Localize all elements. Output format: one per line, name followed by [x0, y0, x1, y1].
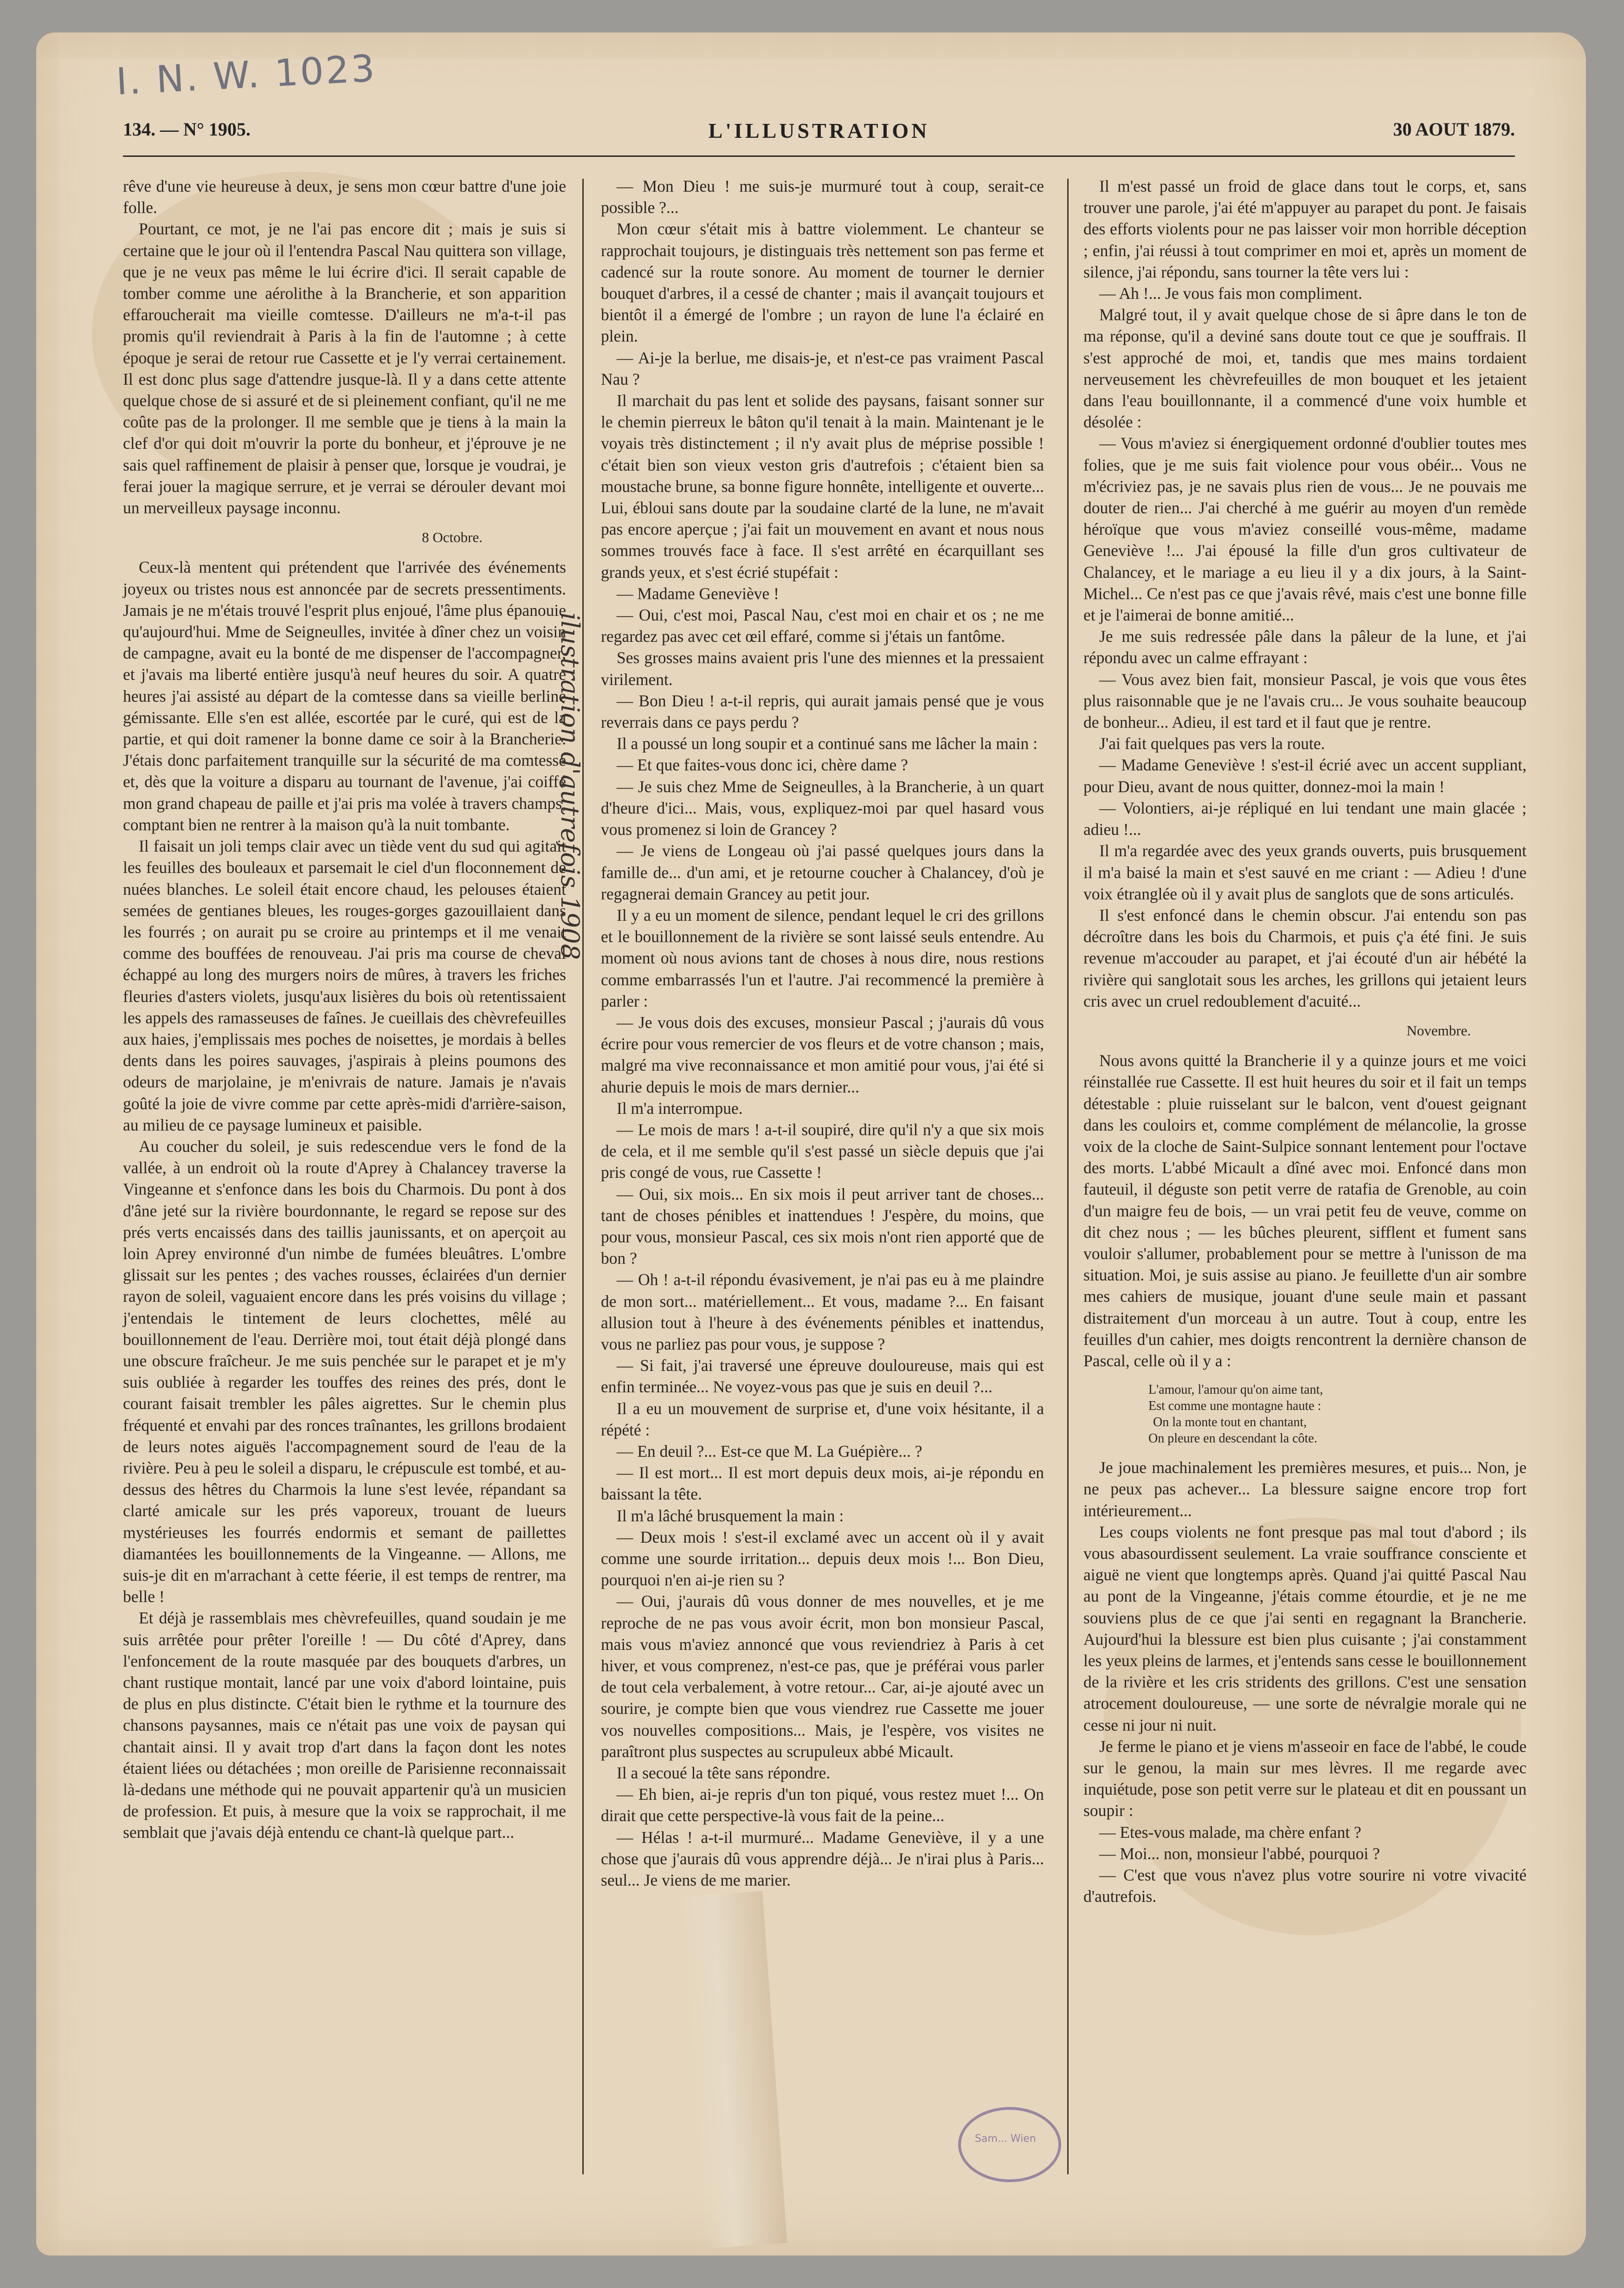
paragraph: — Je vous dois des excuses, monsieur Pascal ; j'aurais dû vous écrire pour vous remercier de vos fleurs et de votre chanson ; mais, malgré ma vive reconnaissance et mon amitié pour vous, j'ai été si ahurie depuis le mois de mars dernier... [601, 1013, 1044, 1096]
column-1 [123, 175, 566, 1843]
paragraph: rêve d'une vie heureuse à deux, je sens mon cœur battre d'une joie folle. [123, 177, 566, 217]
paragraph: — Hélas ! a-t-il murmuré... Madame Geneviève, il y a une chose que j'aurais dû vous apprendre déjà... Je n'irai plus à Paris... seul... Je viens de me marier. [601, 1828, 1044, 1890]
paragraph: Il marchait du pas lent et solide des paysans, faisant sonner sur le chemin pierreux le bâton qu'il tenait à la main. Maintenant je le voyais très distinctement ; il n'y avait plus de méprise possible ! c'était bien son vieux veston gris d'autrefois ; c'étaient bien sa moustache brune, sa bonne figure honnête, intelligente et ouverte... Lui, ébloui sans doute par la soudaine clarté de la lune, ne m'avait pas encore aperçue ; j'ai fait un mouvement en avant et nous nous sommes trouvés face à face. Il s'est arrêté en écarquillant ses grands yeux, et s'est écrié stupéfait : [601, 391, 1044, 582]
paragraph: — En deuil ?... Est-ce que M. La Guépière... ? [617, 1441, 922, 1461]
handwritten-text: ilustration d'autrefois 1908 [555, 613, 585, 960]
paragraph: — Madame Geneviève ! s'est-il écrié avec un accent suppliant, pour Dieu, avant de nous quitter, donnez-moi la main ! [1083, 756, 1527, 796]
paragraph: — Oui, j'aurais dû vous donner de mes nouvelles, et je me reproche de ne pas vous avoir écrit, mon bon monsieur Pascal, mais vous m'aviez annoncé que vous reviendriez à Paris à cet hiver, et vous comprenez, n'est-ce pas, que je préférai vous parler de tout cela verbalement, à votre retour... Car, ai-je ajouté avec un sourire, je compte bien que vous viendrez rue Cassette me jouer vos nouvelles compositions... Mais, je l'espère, vos visites ne paraîtront plus suspectes au scrupuleux abbé Micault. [601, 1592, 1044, 1761]
paragraph: — Vous m'aviez si énergiquement ordonné d'oublier toutes mes folies, que je me suis fait violence pour vous obéir... Vous ne m'écriviez pas, je ne savais plus rien de vous... Je ne pouvais me douter de rien... J'ai cherché à me guérir au moyen d'un remède héroïque que vous m'aviez conseillé vous-même, madame Geneviève !... J'ai épousé la fille d'un gros cultivateur de Chalancey, et le mariage a eu lieu il y a dix jours, à la Saint-Michel... Ce n'est pas ce que j'avais rêvé, mais c'est une bonne fille et je l'aimerai de bonne amitié... [1083, 434, 1527, 625]
section-date: Novembre. [1406, 1022, 1471, 1039]
column-rule [1067, 179, 1069, 2174]
poem [1148, 1382, 1527, 1447]
paragraph: — Je suis chez Mme de Seigneulles, à la Brancherie, à un quart d'heure d'ici... Mais, vous, expliquez-moi par quel hasard vous vous promenez si loin de Grancey ? [601, 777, 1044, 839]
paragraph: Il a secoué la tête sans répondre. [617, 1764, 831, 1783]
paragraph: — Bon Dieu ! a-t-il repris, qui aurait jamais pensé que je vous reverrais dans ce pays perdu ? [601, 691, 1044, 732]
library-stamp [958, 2107, 1061, 2182]
paragraph: Il s'est enfoncé dans le chemin obscur. J'ai entendu son pas décroître dans les bois du Charmois, et puis ç'a été fini. Je suis revenue m'accouder au parapet, et j'ai écouté d'un air hébété la rivière qui sanglotait sous les arches, les grillons qui jetaient leurs cris avec un cruel redoublement d'acuité... [1083, 905, 1527, 1010]
handwritten-annotation [557, 613, 589, 1309]
paragraph: — Je viens de Longeau où j'ai passé quelques jours dans la famille de... d'un ami, et je retourne coucher à Chalancey, d'où je regagnerai demain Grancey au petit jour. [601, 841, 1044, 903]
paragraph: Ceux-là mentent qui prétendent que l'arrivée des événements joyeux ou tristes nous est annoncée par de secrets pressentiments. Jamais je ne m'étais trouvé l'esprit plus enjoué, l'âme plus épanouie qu'aujourd'hui. Mme de Seigneulles, invitée à dîner chez un voisin de campagne, avait eu la bonté de me dispenser de l'accompagner, et j'avais ma liberté entière jusqu'à neuf heures du soir. A quatre heures j'ai assisté au départ de la comtesse dans sa vieille berline gémissante. Elle s'en est allée, escortée par le curé, qui est de la partie, et qui doit ramener la bonne dame ce soir à la Brancherie. J'étais donc parfaitement tranquille sur la sécurité de ma comtesse et, dès que la voiture a disparu au tournant de l'avenue, j'ai coiffé mon grand chapeau de paille et j'ai pris ma volée à travers champs, comptant bien ne rentrer à la maison qu'à la nuit tombante. [123, 558, 566, 834]
paragraph: Il a poussé un long soupir et a continué sans me lâcher la main : [617, 734, 1038, 753]
paragraph: Les coups violents ne font presque pas mal tout d'abord ; ils vous abasourdissent seulement. La vraie souffrance consciente et aiguë ne vient que longtemps après. Quand j'ai quitté Pascal Nau au pont de la Vingeanne, j'étais comme étourdie, et je ne me souviens plus de ce que j'ai senti en regagnant la Brancherie. Aujourd'hui la blessure est bien plus cuisante ; j'ai constamment les yeux pleins de larmes, et j'entends sans cesse le bouillonnement de la rivière et les cris stridents des grillons. C'est une sensation atrocement douloureuse, — une sorte de névralgie morale qui ne cesse ni jour ni nuit. [1083, 1522, 1527, 1734]
paragraph: — Mon Dieu ! me suis-je murmuré tout à coup, serait-ce possible ?... [601, 177, 1044, 217]
paragraph: — Etes-vous malade, ma chère enfant ? [1099, 1823, 1361, 1842]
paragraph: Je joue machinalement les premières mesures, et puis... Non, je ne peux pas achever... La blessure saigne encore trop fort intérieurement... [1083, 1458, 1527, 1520]
paragraph: — Le mois de mars ! a-t-il soupiré, dire qu'il n'y a que six mois de cela, et il me semble qu'il s'est passé un siècle depuis que j'ai pris congé de vous, rue Cassette ! [601, 1120, 1044, 1182]
paragraph: Je me suis redressée pâle dans la pâleur de la lune, et j'ai répondu avec un calme effrayant : [1083, 627, 1527, 667]
paragraph: — Volontiers, ai-je répliqué en lui tendant une main glacée ; adieu !... [1083, 798, 1527, 839]
paragraph: — Moi... non, monsieur l'abbé, pourquoi ? [1099, 1844, 1380, 1863]
inventory-mark: I. N. W. 1023 [115, 46, 378, 103]
paragraph: J'ai fait quelques pas vers la route. [1099, 734, 1325, 753]
section-date: 8 Octobre. [422, 529, 483, 546]
paragraph: Nous avons quitté la Brancherie il y a quinze jours et me voici réinstallée rue Cassette. Il est huit heures du soir et il fait un temps détestable : pluie ruisselant sur le balcon, vent d'ouest geignant dans les couloirs et, comme complément de mélancolie, la grosse voix de la cloche de Saint-Sulpice sonnant lentement pour l'octave des morts. L'abbé Micault a dîné avec moi. Enfoncé dans mon fauteuil, il déguste son petit verre de ratafia de Grenoble, au coin d'un maigre feu de bois, — un vrai petit feu de veuve, comme on dit chez nous ; — les bûches pleurent, sifflent et fument sans vouloir s'allumer, probablement pour se mettre à l'unisson de ma situation. Moi, je suis assise au piano. Je feuillette d'un air sombre mes cahiers de musique, jouant d'une seule main et passant distraitement d'un morceau à un autre. Tout à coup, entre les feuilles d'un cahier, mes doigts rencontrent la dernière chanson de Pascal, celle où il y a : [1083, 1051, 1527, 1370]
poem-line: On pleure en descendant la côte. [1148, 1431, 1317, 1446]
paragraph: — Vous avez bien fait, monsieur Pascal, je vois que vous êtes plus raisonnable que je ne l'avais cru... Je vous souhaite beaucoup de bonheur... Adieu, il est tard et il faut que je rentre. [1083, 670, 1527, 732]
poem-line: On la monte tout en chantant, [1153, 1415, 1307, 1430]
paragraph: — Il est mort... Il est mort depuis deux mois, ai-je répondu en baissant la tête. [601, 1463, 1044, 1504]
poem-line: Est comme une montagne haute : [1148, 1399, 1321, 1414]
paragraph: — C'est que vous n'avez plus votre sourire ni votre vivacité d'autrefois. [1083, 1866, 1527, 1906]
paragraph: — Oui, six mois... En six mois il peut arriver tant de choses... tant de choses pénibles et inattendues ! J'espère, du moins, que pour vous, monsieur Pascal, ces six mois n'ont rien apporté que de bon ? [601, 1184, 1044, 1268]
paragraph: Pourtant, ce mot, je ne l'ai pas encore dit ; mais je suis si certaine que le jour où il l'entendra Pascal Nau quittera son village, que je ne veux pas même le lui écrire d'ici. Il serait capable de tomber comme une aérolithe à la Brancherie, et son apparition effaroucherait ma vieille comtesse. D'ailleurs ne m'a-t-il pas promis qu'il reviendrait à Paris à la fin de l'automne ; à cette époque je serai de retour rue Cassette et je l'y verrai certainement. Il est donc plus sage d'attendre jusque-là. Il y a dans cette attente quelque chose de si assuré et de si pleinement confiant, qu'il ne me coûte pas de la prolonger. Il me semble que je tiens à la main la clef d'or qui doit m'ouvrir la porte du bonheur, et j'éprouve je ne sais quel raffinement de plaisir à penser que, lorsque je voudrai, je ferai jouer la magique serrure, et je verrai se dérouler devant moi un merveilleux paysage inconnu. [123, 220, 566, 517]
page-header [123, 118, 1515, 157]
column-2 [601, 175, 1044, 1891]
paragraph: — Madame Geneviève ! [617, 584, 779, 603]
paragraph: — Deux mois ! s'est-il exclamé avec un accent où il y avait comme une sourde irritation... depuis deux mois !... Bon Dieu, pourquoi n'en ai-je rien su ? [601, 1527, 1044, 1590]
paragraph: Il y a eu un moment de silence, pendant lequel le cri des grillons et le bouillonnement de la rivière se sont laissé seuls entendre. Au moment où nous avions tant de choses à nous dire, nous restions comme embarrassés l'un et l'autre. J'ai recommencé la première à parler : [601, 905, 1044, 1010]
paragraph: — Et que faites-vous donc ici, chère dame ? [617, 756, 908, 775]
issue-date: 30 AOUT 1879. [1393, 119, 1515, 140]
page-number: 134. — N° 1905. [123, 119, 251, 140]
poem-line: L'amour, l'amour qu'on aime tant, [1148, 1383, 1323, 1397]
column-3 [1083, 175, 1527, 1907]
paragraph: — Oui, c'est moi, Pascal Nau, c'est moi en chair et os ; ne me regardez pas avec cet œil effaré, comme si j'étais un fantôme. [601, 606, 1044, 646]
paragraph: — Eh bien, ai-je repris d'un ton piqué, vous restez muet !... On dirait que cette perspective-là vous fait de la peine... [601, 1785, 1044, 1825]
paragraph: Il m'a regardée avec des yeux grands ouverts, puis brusquement il m'a baisé la main et s'est sauvé en me criant : — Adieu ! d'une voix étranglée où il y avait plus de sanglots que de sons articulés. [1083, 841, 1527, 903]
paragraph: Je ferme le piano et je viens m'asseoir en face de l'abbé, le coude sur le genou, la main sur mes lèvres. Il me regarde avec inquiétude, pose son petit verre sur le plateau et dit en poussant un soupir : [1083, 1737, 1527, 1820]
paragraph: — Ai-je la berlue, me disais-je, et n'est-ce pas vraiment Pascal Nau ? [601, 348, 1044, 388]
paragraph: Il m'est passé un froid de glace dans tout le corps, et, sans trouver une parole, j'ai été m'appuyer au parapet du pont. Je faisais des efforts violents pour ne pas laisser voir mon horrible déception ; enfin, j'ai réussi à tout comprimer en moi et, après un moment de silence, j'ai répondu, sans tourner la tête vers lui : [1083, 177, 1527, 281]
stamp-text: Sam... Wien [975, 2133, 1036, 2145]
paragraph: — Oh ! a-t-il répondu évasivement, je n'ai pas eu à me plaindre de mon sort... matériellement... Et vous, madame ?... En faisant allusion tout à l'heure à des événements pénibles et inattendus, vous ne parliez pas pour vous, je suppose ? [601, 1270, 1044, 1353]
paragraph: Il faisait un joli temps clair avec un tiède vent du sud qui agitait les feuilles des bouleaux et parsemait le ciel d'un floconnement de nuées blanches. Le soleil était encore chaud, les pelouses étaient semées de gentianes bleues, les rouges-gorges gazouillaient dans les fourrés ; on aurait pu se croire au printemps et il me venait comme des bouffées de renouveau. J'ai pris ma course de cheval échappé au long des murgers noirs de mûres, à travers les friches fleuries d'asters violets, jusqu'aux lisières du bois où retentissaient les appels des ramasseuses de faînes. Je cueillais des chèvrefeuilles aux haies, j'emplissais mes poches de noisettes, je mordais à belles dents dans les poires sauvages, j'aspirais à pleins poumons des odeurs de marjolaine, je m'enivrais de nature. Jamais je n'avais goûté la joie de vivre comme par cette après-midi d'arrière-saison, au milieu de ce paysage lumineux et paisible. [123, 837, 566, 1134]
paragraph: Malgré tout, il y avait quelque chose de si âpre dans le ton de ma réponse, qu'il a deviné sans doute tout ce que je souffrais. Il s'est approché de moi, et, tandis que mes mains tordaient nerveusement les chèvrefeuilles de mon bouquet et les jetaient dans l'eau bouillonnante, il a commencé d'une voix humble et désolée : [1083, 305, 1527, 432]
paragraph: Il a eu un mouvement de surprise et, d'une voix hésitante, il a répété : [601, 1399, 1044, 1439]
paragraph: Il m'a interrompue. [617, 1099, 743, 1118]
paragraph: — Si fait, j'ai traversé une épreuve douloureuse, mais qui est enfin terminée... Ne voyez-vous pas que je suis en deuil ?... [601, 1356, 1044, 1396]
paragraph: — Ah !... Je vous fais mon compliment. [1099, 284, 1362, 303]
paragraph: Mon cœur s'était mis à battre violemment. Le chanteur se rapprochait toujours, je distinguais très nettement son pas ferme et cadencé sur la route sonore. Au moment de tourner le dernier bouquet d'arbres, il a cessé de chanter ; mais il avançait toujours et bientôt il a émergé de l'ombre ; un rayon de lune l'a éclairé en plein. [601, 220, 1044, 346]
masthead: L'ILLUSTRATION [708, 119, 930, 142]
paragraph: Et déjà je rassemblais mes chèvrefeuilles, quand soudain je me suis arrêtée pour prêter l'oreille ! — Du côté d'Aprey, dans l'enfoncement de la route masquée par des bouquets d'arbres, un chant rustique montait, lancé par une voix d'abord lointaine, puis de plus en plus distincte. C'était bien le rythme et la tournure des chansons paysannes, mais ce n'était pas une voix de paysan qui chantait ainsi. Il y avait trop d'art dans la façon dont les notes étaient liées ou détachées ; mon oreille de Parisienne reconnaissait là-dedans une méthode qui ne pouvait appartenir qu'à un musicien de profession. Et puis, à mesure que la voix se rapprochait, il me semblait que j'avais déjà entendu ce chant-là quelque part... [123, 1609, 566, 1842]
paragraph: Il m'a lâché brusquement la main : [617, 1506, 844, 1525]
paragraph: Ses grosses mains avaient pris l'une des miennes et la pressaient virilement. [601, 648, 1044, 689]
paragraph: Au coucher du soleil, je suis redescendue vers le fond de la vallée, à un endroit où la route d'Aprey à Chalancey traverse la Vingeanne et s'enfonce dans les bois du Charmois. Du pont à dos d'âne jeté sur la rivière bourdonnante, le regard se repose sur des prés verts encaissés dans des taillis jaunissants, et on aperçoit au loin Aprey environné d'un nimbe de fumées bleuâtres. L'ombre glissait sur les pentes ; des vaches rousses, éclairées d'un dernier rayon de soleil, vaguaient encore dans les prés voisins du village ; j'entendais le tintement de leurs clochettes, mêlé au bouillonnement de l'eau. Derrière moi, tout était déjà plongé dans une obscure fraîcheur. Je me suis penchée sur le parapet et je m'y suis oubliée à regarder les touffes des reines des prés, dont le courant faisait trembler les pâles aigrettes. Sur le chemin plus fréquenté et envahi par des ronces traînantes, les grillons brodaient de leurs notes aiguës l'accompagnement sourd de l'eau de la rivière. Peu à peu le soleil a disparu, le crépuscule est tombé, et au-dessus des hêtres du Charmois la lune s'est levée, répandant sa clarté amicale sur les prés vaporeux, trouant de lueurs mystérieuses les fourrés endormis et semant de paillettes diamantées les bouillonnements de la Vingeanne. — Allons, me suis-je dit en m'arrachant à cette féerie, il est temps de rentrer, ma belle ! [123, 1137, 566, 1606]
